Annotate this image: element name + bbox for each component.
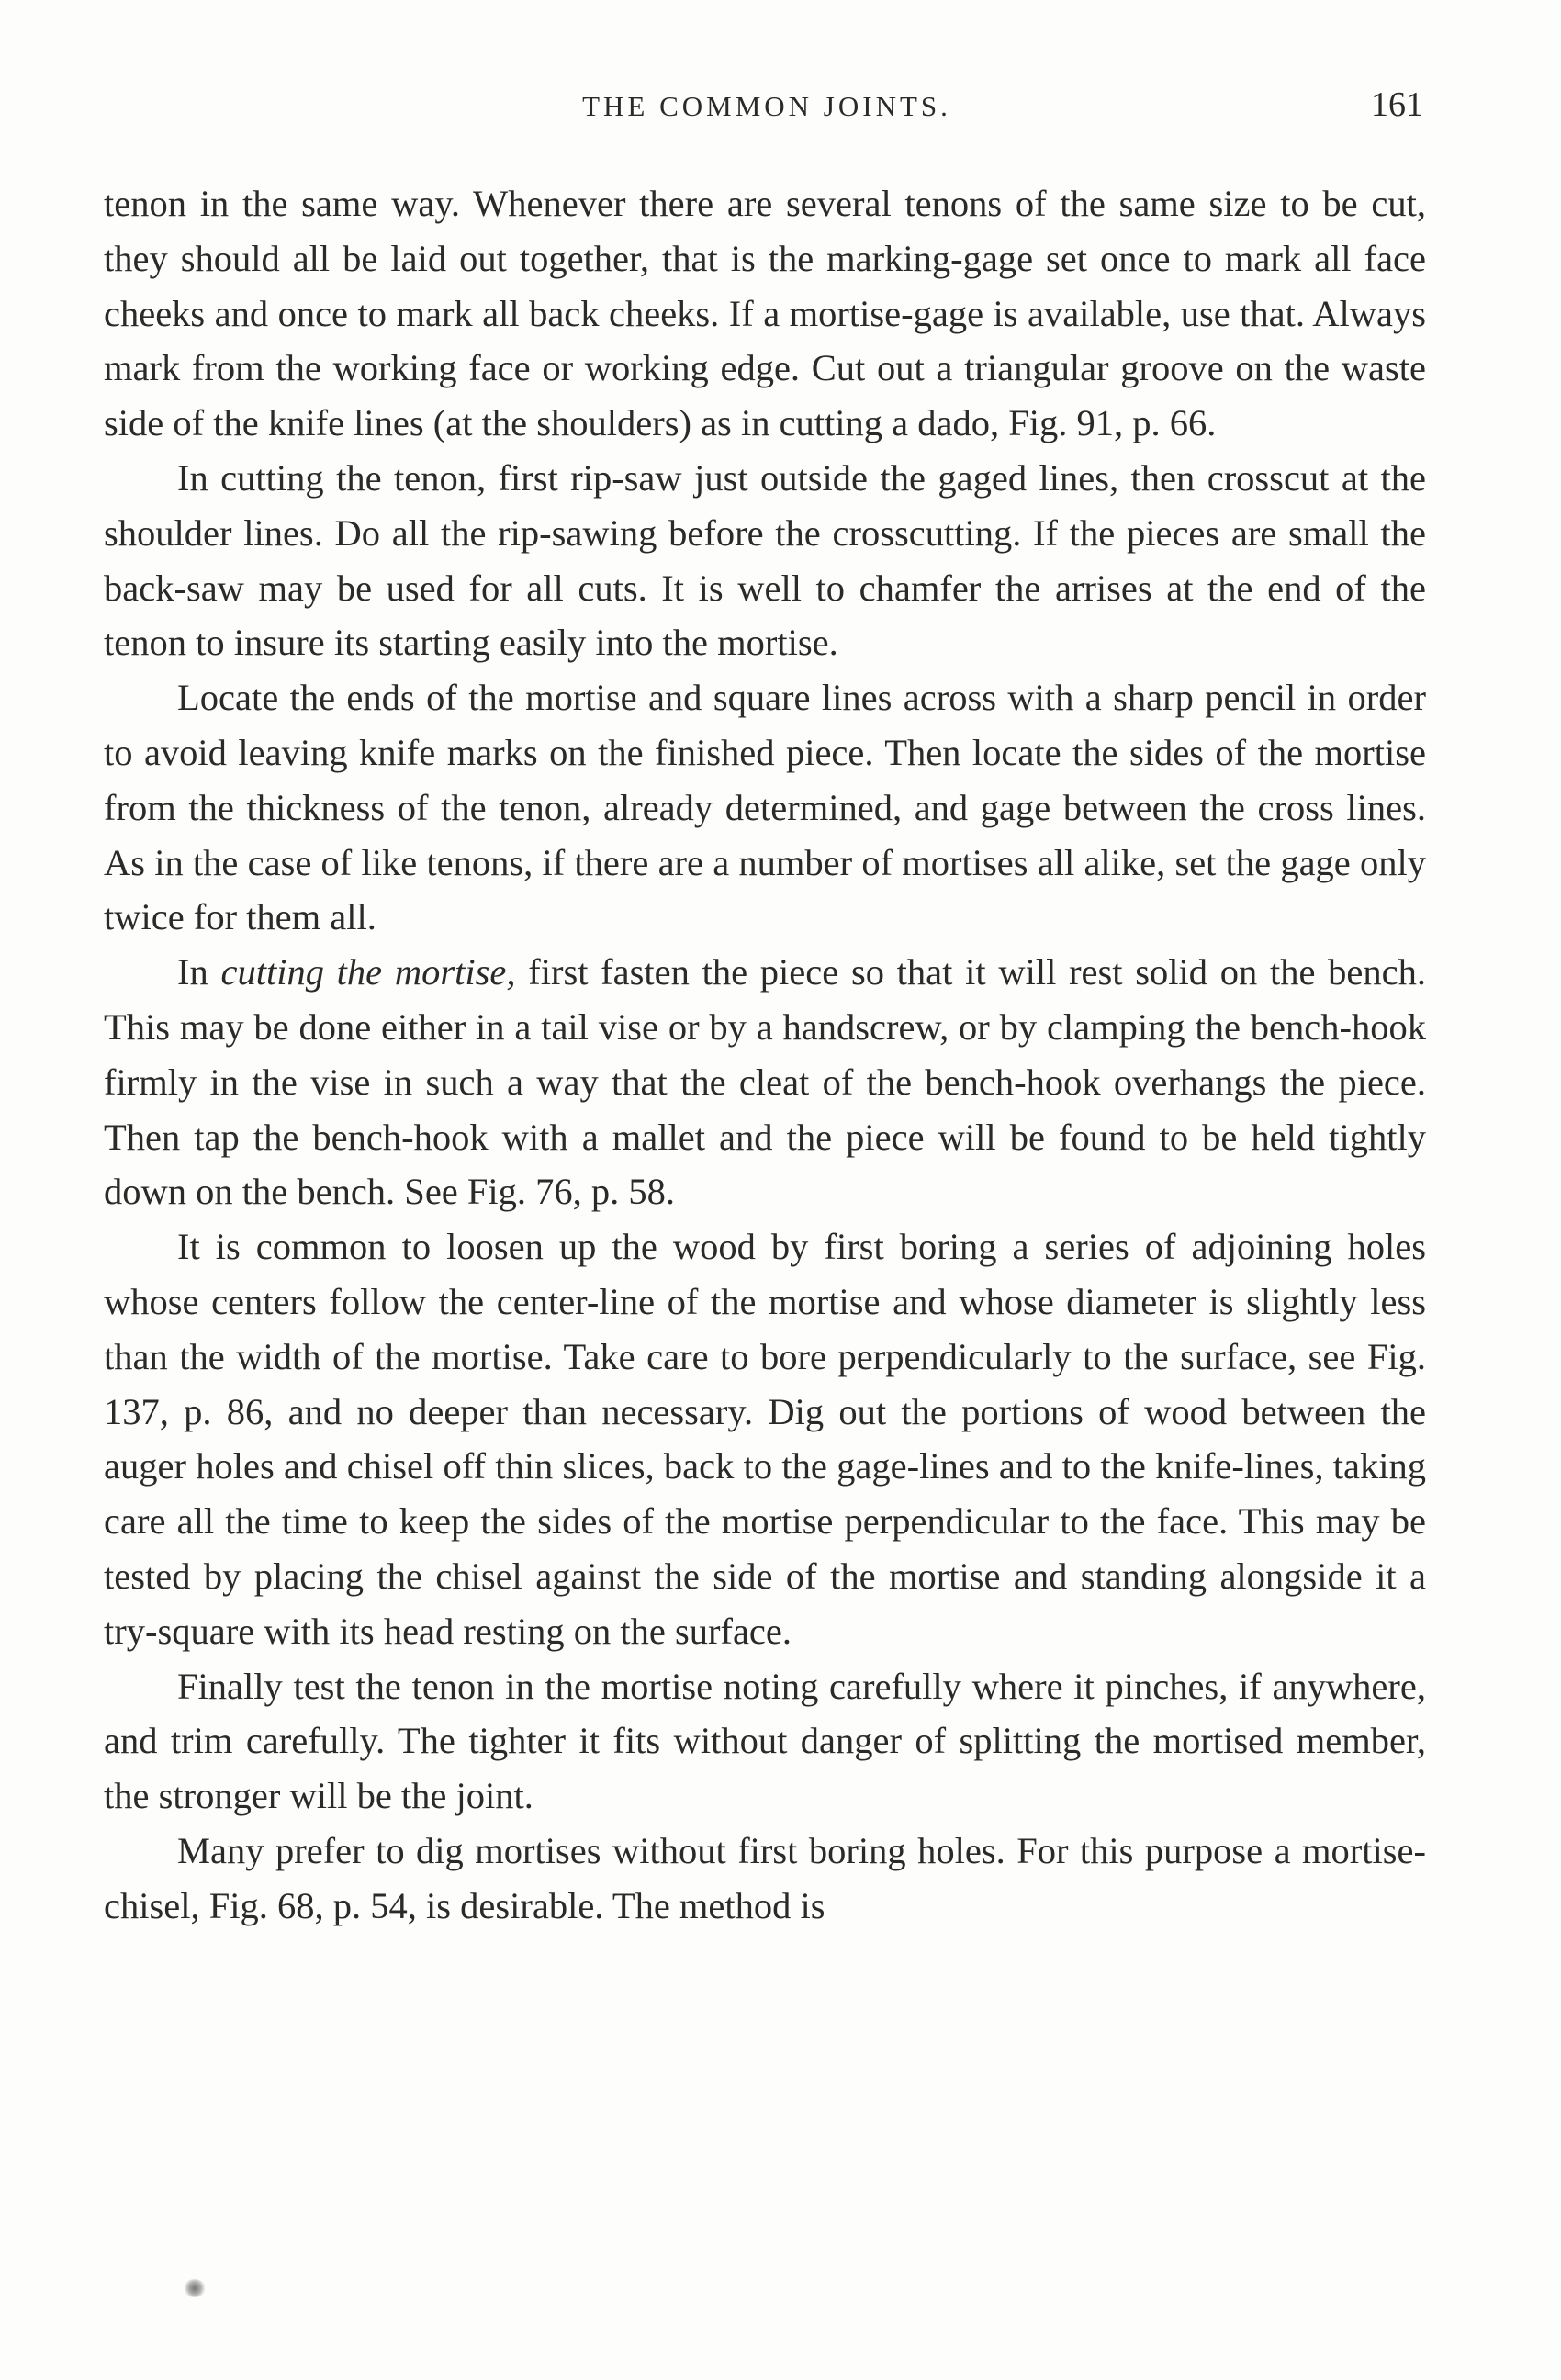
paragraph-4-emphasis: cutting the mortise, — [220, 951, 516, 994]
paragraph-7: Many prefer to dig mortises without first boring holes. For this purpose a mortise-chisel, Fig. 68, p. 54, is desirable. The method is — [104, 1829, 1426, 1926]
running-head: THE COMMON JOINTS. — [582, 90, 951, 122]
paragraph-1: tenon in the same way. Whenever there are several tenons of the same size to be cut, they should all be laid out together, that is the marking-gage set once to mark all face cheeks and once to mark all back cheeks. If a mortise-gage is available, use that. Always mark from the working face or working edge. Cut out a triangular groove on the waste side of the knife lines (at the shoulders) as in cutting a dado, Fig. 91, p. 66. — [104, 183, 1426, 444]
paragraph-5: It is common to loosen up the wood by first boring a series of adjoining holes whose centers follow the center-line of the mortise and whose diameter is slightly less than the width of the mortise. Take care to bore perpendicularly to the surface, see Fig. 137, p. 86, and no deeper than necessary. Dig out the portions of wood between the auger holes and chisel off thin slices, back to the gage-lines and to the knife-lines, taking care all the time to keep the sides of the mortise perpendicular to the face. This may be tested by placing the chisel against the side of the mortise and standing alongside it a try-square with its head resting on the surface. — [104, 1226, 1426, 1652]
paragraph-3: Locate the ends of the mortise and square lines across with a sharp pencil in order to avoid leaving knife marks on the finished piece. Then locate the sides of the mortise from the thickness of the tenon, already determined, and gage between the cross lines. As in the case of like tenons, if there are a number of mortises all alike, set the gage only twice for them all. — [104, 677, 1426, 938]
paragraph-4-text: first fasten the piece so that it will rest solid on the bench. This may be done either in a tail vise or by a handscrew, or by clamping the bench-hook firmly in the vise in such a way that the cleat of the bench-hook overhangs the piece. Then tap the bench-hook with a mallet and the piece will be found to be held tightly down on the bench. See Fig. 76, p. 58. — [104, 951, 1426, 1213]
paragraph-2: In cutting the tenon, first rip-saw just outside the gaged lines, then crosscut at the shoulder lines. Do all the rip-sawing before the crosscutting. If the pieces are small the back-saw may be used for all cuts. It is well to chamfer the arrises at the end of the tenon to insure its starting easily into the mortise. — [104, 456, 1426, 664]
paragraph-4 — [104, 945, 1426, 1219]
paragraph-4-lead: In — [177, 951, 221, 994]
page-header — [110, 84, 1423, 140]
page-number: 161 — [1371, 85, 1423, 124]
ink-speck — [184, 2279, 206, 2297]
body-text — [104, 176, 1426, 1934]
paragraph-6: Finally test the tenon in the mortise noting carefully where it pinches, if anywhere, and trim carefully. The tighter it fits without danger of splitting the mortised member, the stronger will be the joint. — [104, 1665, 1426, 1817]
